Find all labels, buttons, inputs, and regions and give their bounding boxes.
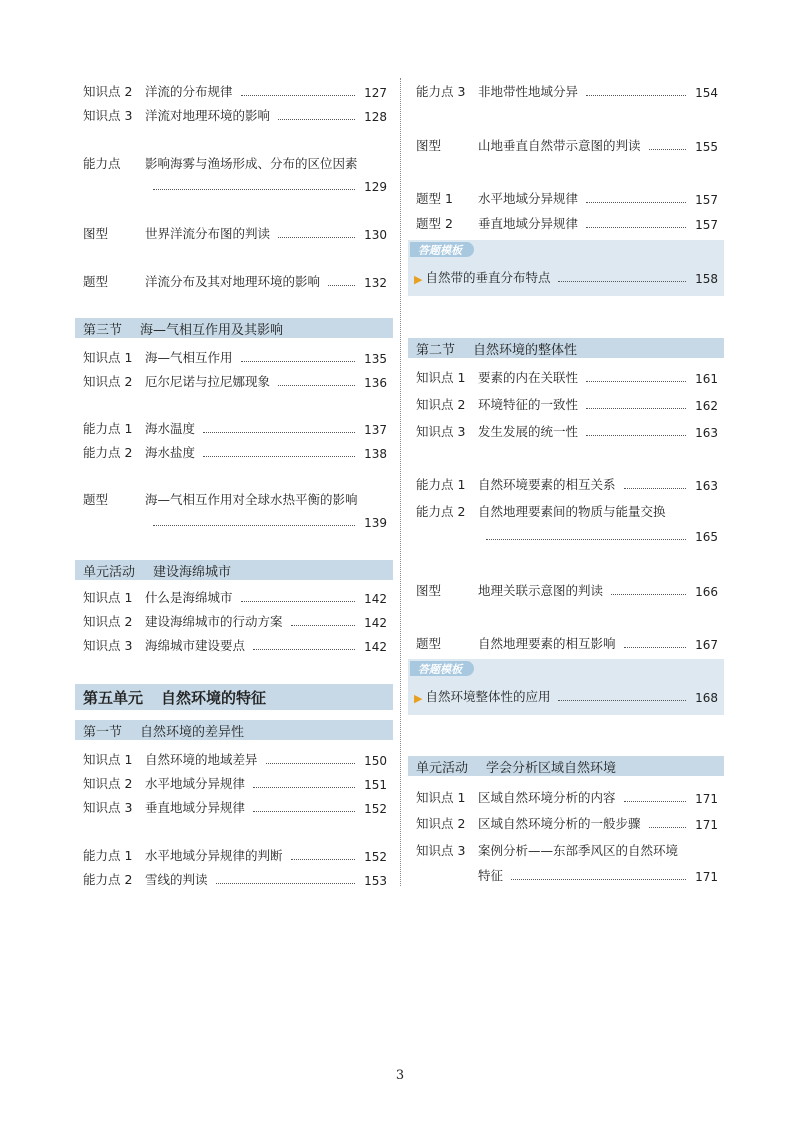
triangle-right-icon: ▶ [414,273,423,286]
toc-entry[interactable]: 知识点 3 洋流对地理环境的影响 128 [83,108,387,124]
unit-5-header[interactable]: 第五单元 自然环境的特征 [75,684,393,710]
answer-template-box [408,659,724,715]
toc-entry[interactable]: 能力点 2 自然地理要素间的物质与能量交换 [416,504,666,519]
page-number: 3 [395,1068,405,1083]
section-header-3[interactable]: 第三节 海—气相互作用及其影响 [75,318,393,338]
toc-entry[interactable]: 知识点 2 建设海绵城市的行动方案 142 [83,614,387,630]
toc-entry[interactable]: 能力点 2 雪线的判读 153 [83,872,387,888]
toc-entry[interactable]: 知识点 3 垂直地域分异规律 152 [83,800,387,816]
toc-entry-continuation[interactable]: 特征 171 [478,868,718,884]
toc-entry[interactable]: 知识点 1 自然环境的地域差异 150 [83,752,387,768]
toc-entry[interactable]: 能力点 1 水平地域分异规律的判断 152 [83,848,387,864]
template-entry[interactable]: ▶ 自然环境整体性的应用 168 [414,689,718,705]
toc-entry-ability[interactable]: 能力点 影响海雾与渔场形成、分布的区位因素 [83,156,358,171]
toc-entry[interactable]: 知识点 3 案例分析——东部季风区的自然环境 [416,843,679,858]
toc-entry-continuation[interactable]: 165 [478,524,718,544]
toc-entry-question[interactable]: 题型 自然地理要素的相互影响 167 [416,636,718,652]
toc-entry[interactable]: 能力点 1 海水温度 137 [83,421,387,437]
column-divider [400,78,401,886]
toc-entry[interactable]: 能力点 3 非地带性地域分异 154 [416,84,718,100]
section-header-1[interactable]: 第一节 自然环境的差异性 [75,720,393,740]
toc-entry-continuation[interactable]: 139 [145,510,387,530]
toc-entry-question[interactable]: 题型 海—气相互作用对全球水热平衡的影响 [83,492,358,507]
template-entry[interactable]: ▶ 自然带的垂直分布特点 158 [414,270,718,286]
toc-entry[interactable]: 知识点 2 洋流的分布规律 127 [83,84,387,100]
toc-entry-question[interactable]: 题型 1 水平地域分异规律 157 [416,191,718,207]
toc-entry[interactable]: 知识点 3 海绵城市建设要点 142 [83,638,387,654]
toc-entry[interactable]: 知识点 1 什么是海绵城市 142 [83,590,387,606]
toc-entry[interactable]: 知识点 2 区域自然环境分析的一般步骤 171 [416,816,718,832]
section-header-2[interactable]: 第二节 自然环境的整体性 [408,338,724,358]
toc-entry[interactable]: 知识点 1 海—气相互作用 135 [83,350,387,366]
toc-entry-question[interactable]: 题型 洋流分布及其对地理环境的影响 132 [83,274,387,290]
toc-entry-figure[interactable]: 图型 地理关联示意图的判读 166 [416,583,718,599]
answer-template-box [408,240,724,296]
toc-entry[interactable]: 知识点 2 环境特征的一致性 162 [416,397,718,413]
toc-entry[interactable]: 知识点 1 要素的内在关联性 161 [416,370,718,386]
unit-activity-header[interactable]: 单元活动 学会分析区域自然环境 [408,756,724,776]
toc-entry[interactable]: 能力点 2 海水盐度 138 [83,445,387,461]
toc-entry-figure[interactable]: 图型 世界洋流分布图的判读 130 [83,226,387,242]
answer-template-badge: 答题模板 [410,661,474,676]
triangle-right-icon: ▶ [414,692,423,705]
toc-entry[interactable]: 知识点 2 水平地域分异规律 151 [83,776,387,792]
answer-template-badge: 答题模板 [410,242,474,257]
toc-entry[interactable]: 知识点 3 发生发展的统一性 163 [416,424,718,440]
toc-entry[interactable]: 知识点 2 厄尔尼诺与拉尼娜现象 136 [83,374,387,390]
toc-entry-question[interactable]: 题型 2 垂直地域分异规律 157 [416,216,718,232]
toc-entry[interactable]: 能力点 1 自然环境要素的相互关系 163 [416,477,718,493]
toc-entry[interactable]: 知识点 1 区域自然环境分析的内容 171 [416,790,718,806]
toc-entry-continuation[interactable]: 129 [145,174,387,194]
unit-activity-header[interactable]: 单元活动 建设海绵城市 [75,560,393,580]
toc-entry-figure[interactable]: 图型 山地垂直自然带示意图的判读 155 [416,138,718,154]
